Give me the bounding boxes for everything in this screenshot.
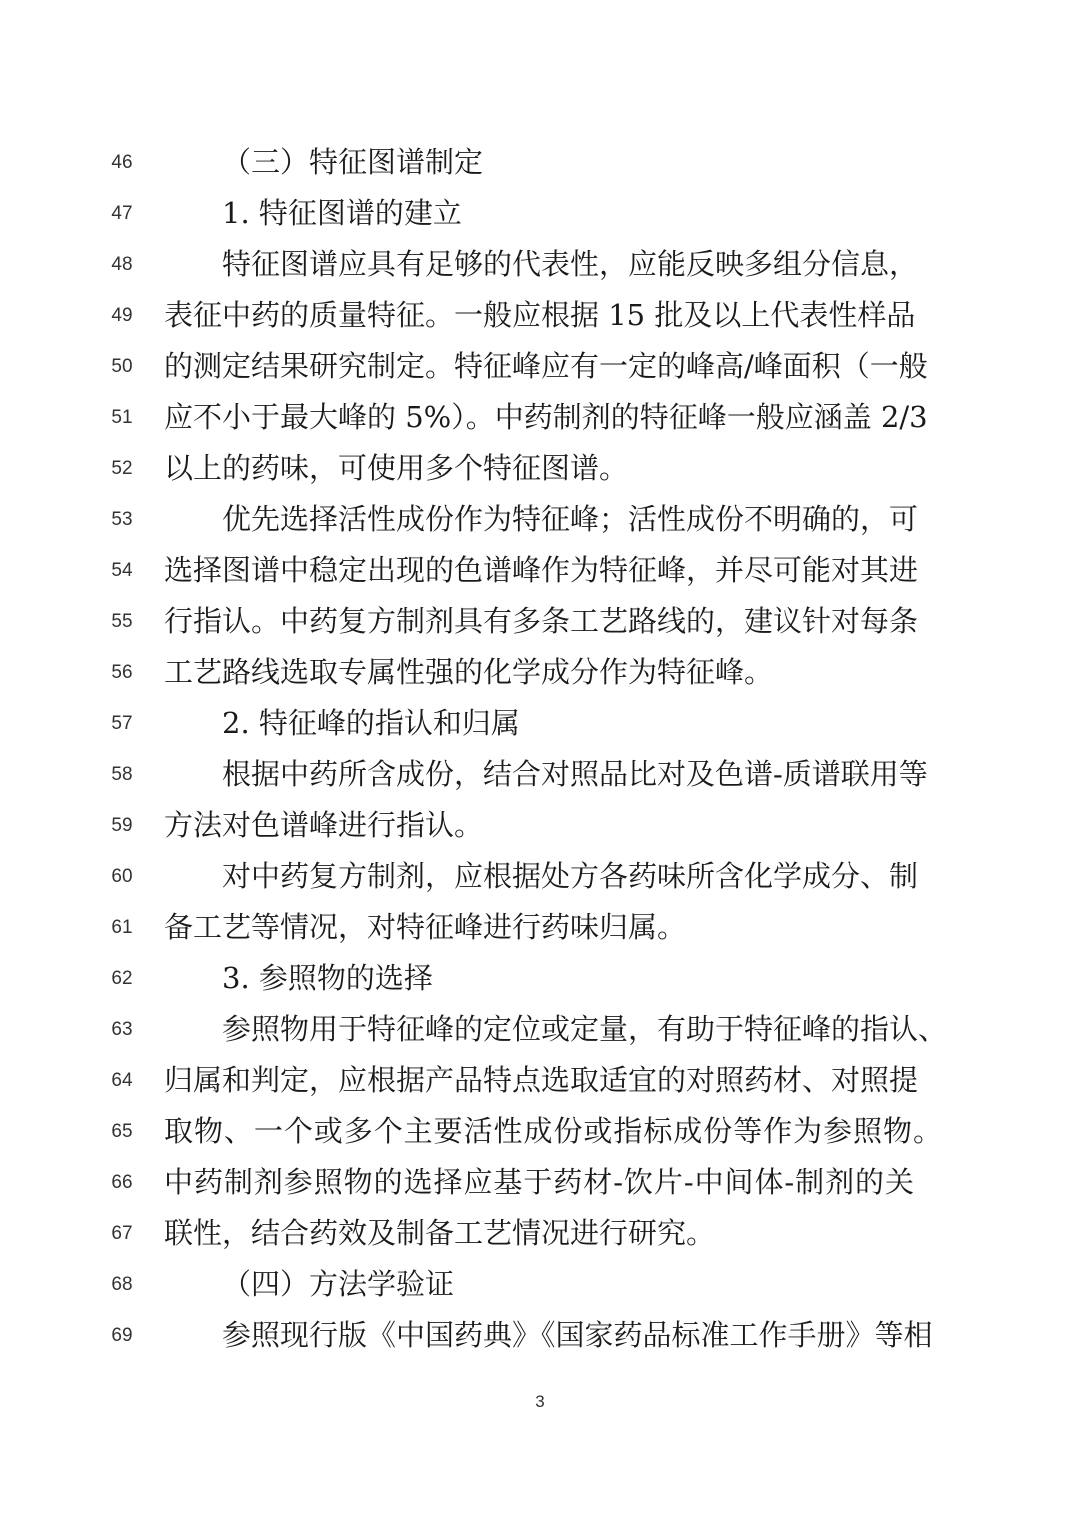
paragraph-line: 表征中药的质量特征。一般应根据 15 批及以上代表性样品 — [164, 298, 916, 332]
text-line — [0, 341, 1080, 392]
paragraph-line: 选择图谱中稳定出现的色谱峰作为特征峰，并尽可能对其进 — [164, 553, 919, 587]
line-number: 67 — [111, 1223, 133, 1244]
line-number: 49 — [111, 305, 133, 326]
line-number: 57 — [111, 713, 133, 734]
line-number: 47 — [111, 203, 133, 224]
text-line — [0, 1004, 1080, 1055]
paragraph-line: 对中药复方制剂，应根据处方各药味所含化学成分、制 — [222, 859, 919, 893]
line-number: 64 — [111, 1070, 133, 1091]
paragraph-line: 中药制剂参照物的选择应基于药材-饮片-中间体-制剂的关 — [164, 1165, 914, 1199]
numbered-text-body — [0, 137, 1080, 1361]
text-line — [0, 953, 1080, 1004]
line-number: 51 — [111, 407, 133, 428]
text-line — [0, 239, 1080, 290]
text-line — [0, 494, 1080, 545]
section-heading: （四）方法学验证 — [222, 1267, 455, 1301]
line-number: 52 — [111, 458, 133, 479]
paragraph-line: 以上的药味，可使用多个特征图谱。 — [164, 451, 629, 485]
text-line — [0, 137, 1080, 188]
paragraph-line: 根据中药所含成份，结合对照品比对及色谱-质谱联用等 — [222, 757, 928, 791]
text-line — [0, 698, 1080, 749]
paragraph-line: 参照现行版《中国药典》《国家药品标准工作手册》等相 — [222, 1318, 933, 1352]
line-number: 69 — [111, 1325, 133, 1346]
line-number: 65 — [111, 1121, 133, 1142]
line-number: 60 — [111, 866, 133, 887]
text-line — [0, 749, 1080, 800]
text-line — [0, 902, 1080, 953]
text-line — [0, 1055, 1080, 1106]
line-number: 56 — [111, 662, 133, 683]
text-line — [0, 392, 1080, 443]
line-number: 46 — [111, 152, 133, 173]
line-number: 66 — [111, 1172, 133, 1193]
paragraph-line: 行指认。中药复方制剂具有多条工艺路线的，建议针对每条 — [164, 604, 919, 638]
line-number: 61 — [111, 917, 133, 938]
text-line — [0, 647, 1080, 698]
line-number: 58 — [111, 764, 133, 785]
line-number: 48 — [111, 254, 133, 275]
line-number: 55 — [111, 611, 133, 632]
page-number: 3 — [535, 1392, 545, 1411]
paragraph-line: 参照物用于特征峰的定位或定量，有助于特征峰的指认、 — [222, 1012, 948, 1046]
line-number: 59 — [111, 815, 133, 836]
text-line — [0, 1310, 1080, 1361]
section-heading: （三）特征图谱制定 — [222, 145, 484, 179]
line-number: 54 — [111, 560, 133, 581]
text-line — [0, 596, 1080, 647]
paragraph-line: 备工艺等情况，对特征峰进行药味归属。 — [164, 910, 687, 944]
text-line — [0, 545, 1080, 596]
paragraph-line: 方法对色谱峰进行指认。 — [164, 808, 484, 842]
text-line — [0, 443, 1080, 494]
text-line — [0, 851, 1080, 902]
paragraph-line: 特征图谱应具有足够的代表性，应能反映多组分信息， — [222, 247, 919, 281]
paragraph-line: 归属和判定，应根据产品特点选取适宜的对照药材、对照提 — [164, 1063, 919, 1097]
line-number: 63 — [111, 1019, 133, 1040]
text-line — [0, 800, 1080, 851]
line-number: 68 — [111, 1274, 133, 1295]
paragraph-line: 取物、一个或多个主要活性成份或指标成份等作为参照物。 — [164, 1114, 942, 1148]
text-line — [0, 1208, 1080, 1259]
subsection-heading: 3. 参照物的选择 — [222, 961, 433, 995]
text-line — [0, 290, 1080, 341]
paragraph-line: 联性，结合药效及制备工艺情况进行研究。 — [164, 1216, 716, 1250]
text-line — [0, 1106, 1080, 1157]
paragraph-line: 工艺路线选取专属性强的化学成分作为特征峰。 — [164, 655, 774, 689]
text-line — [0, 1259, 1080, 1310]
paragraph-line: 优先选择活性成份作为特征峰；活性成份不明确的，可 — [222, 502, 919, 536]
paragraph-line: 的测定结果研究制定。特征峰应有一定的峰高/峰面积（一般 — [164, 349, 928, 383]
subsection-heading: 2. 特征峰的指认和归属 — [222, 706, 520, 740]
line-number: 50 — [111, 356, 133, 377]
text-line — [0, 188, 1080, 239]
text-line — [0, 1157, 1080, 1208]
paragraph-line: 应不小于最大峰的 5%）。中药制剂的特征峰一般应涵盖 2/3 — [164, 400, 928, 434]
line-number: 53 — [111, 509, 133, 530]
subsection-heading: 1. 特征图谱的建立 — [222, 196, 462, 230]
line-number: 62 — [111, 968, 133, 989]
